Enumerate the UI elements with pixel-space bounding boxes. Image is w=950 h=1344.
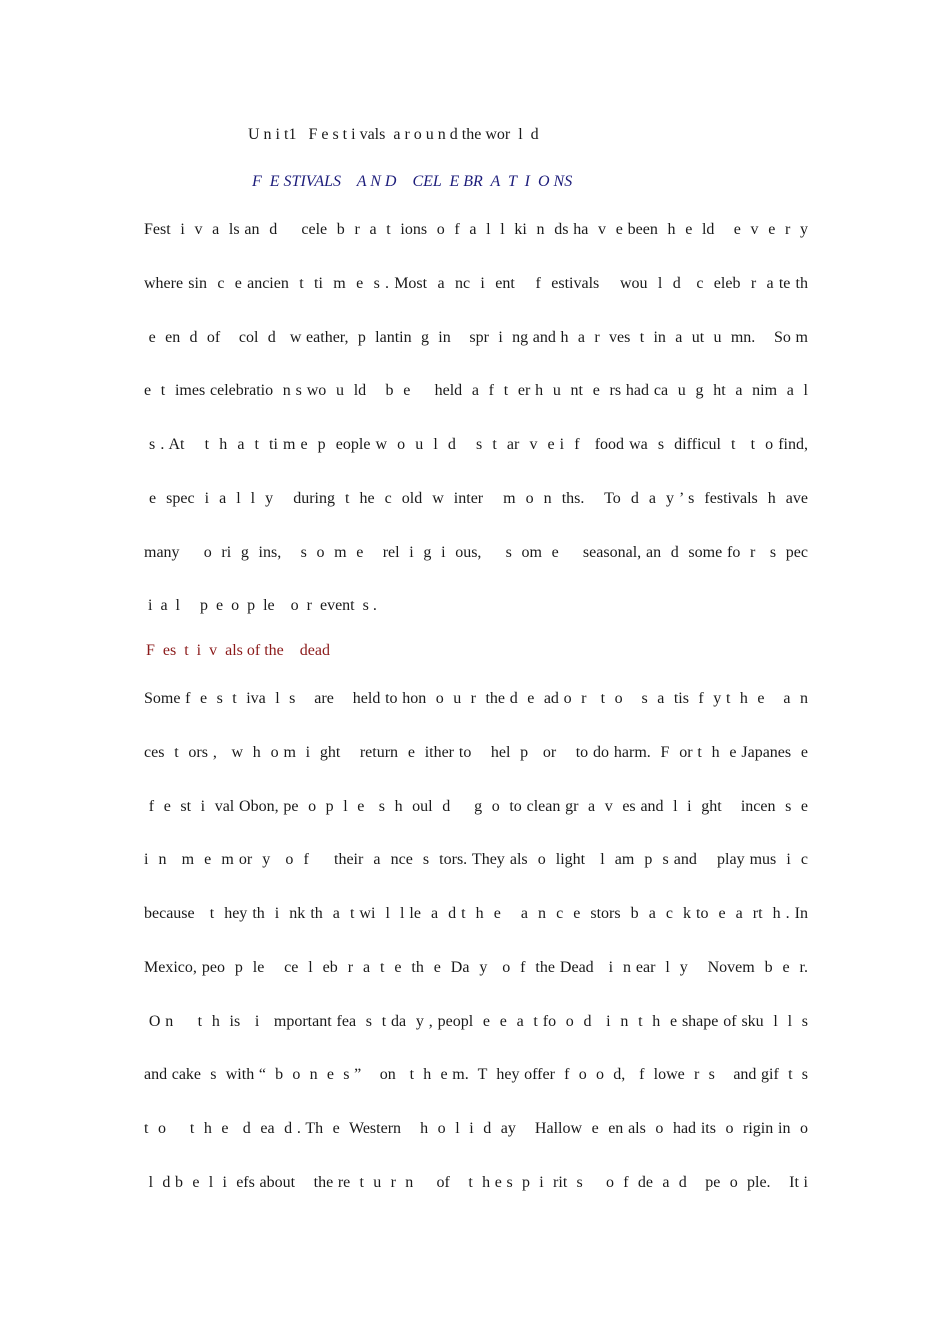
paragraph-line: Fest i v a ls an d cele b r a t ions o f a l l ki n ds ha v e been h e ld e v e r y (144, 221, 808, 238)
paragraph-line: e en d of col d w eather, p lantin g in spr i ng and h a r ves t in a ut u mn. So m (144, 329, 808, 346)
paragraph-line: t o t h e d ea d . Th e Western h o l i d ay Hallow e en als o had its o rigin in o (144, 1120, 808, 1137)
paragraph-line: f e st i val Obon, pe o p l e s h oul d g o to clean gr a v es and l i ght incen s e (144, 798, 808, 815)
paragraph-line: and cake s with “ b o n e s ” on t h e m. T hey offer f o o d, f lowe r s and gif t s (144, 1066, 808, 1083)
paragraph-line: Some f e s t iva l s are held to hon o u r the d e ad o r t o s a tis f y t h e a n (144, 690, 808, 707)
paragraph-line: where sin c e ancien t ti m e s . Most a nc i ent f estivals wou l d c eleb r a te th (144, 275, 808, 292)
paragraph-line: l d b e l i efs about the re t u r n of t h e s p i rit s o f de a d pe o ple. It i (144, 1174, 808, 1191)
paragraph-line: because t hey th i nk th a t wi l l le a d t h e a n c e stors b a c k to e a rt h . In (144, 905, 808, 922)
paragraph-line: O n t h is i mportant fea s t da y , peopl e e a t fo o d i n t h e shape of sku l l s (144, 1013, 808, 1030)
paragraph-line: i n m e m or y o f their a nce s tors. They als o light l am p s and play mus i c (144, 851, 808, 868)
section-heading: F E STIVALS A N D CEL E BR A T I O NS (252, 173, 573, 190)
paragraph-line: i a l p e o p le o r event s . (144, 597, 377, 614)
sub-heading-festivals-of-the-dead: F es t i v als of the dead (146, 642, 330, 659)
paragraph-line: e spec i a l l y during t he c old w inter m o n ths. To d a y ’ s festivals h ave (144, 490, 808, 507)
unit-title: U n i t1 F e s t i vals a r o u n d the wor l d (248, 126, 539, 143)
paragraph-line: s . At t h a t ti m e p eople w o u l d s t ar v e i f food wa s difficul t t o find, (144, 436, 808, 453)
paragraph-line: many o ri g ins, s o m e rel i g i ous, s om e seasonal, an d some fo r s pec (144, 544, 808, 561)
paragraph-line: e t imes celebratio n s wo u ld b e held a f t er h u nt e rs had ca u g ht a nim a l (144, 382, 808, 399)
paragraph-line: ces t ors , w h o m i ght return e ither to hel p or to do harm. F or t h e Japanes e (144, 744, 808, 761)
paragraph-line: Mexico, peo p le ce l eb r a t e th e Da y o f the Dead i n ear l y Novem b e r. (144, 959, 808, 976)
